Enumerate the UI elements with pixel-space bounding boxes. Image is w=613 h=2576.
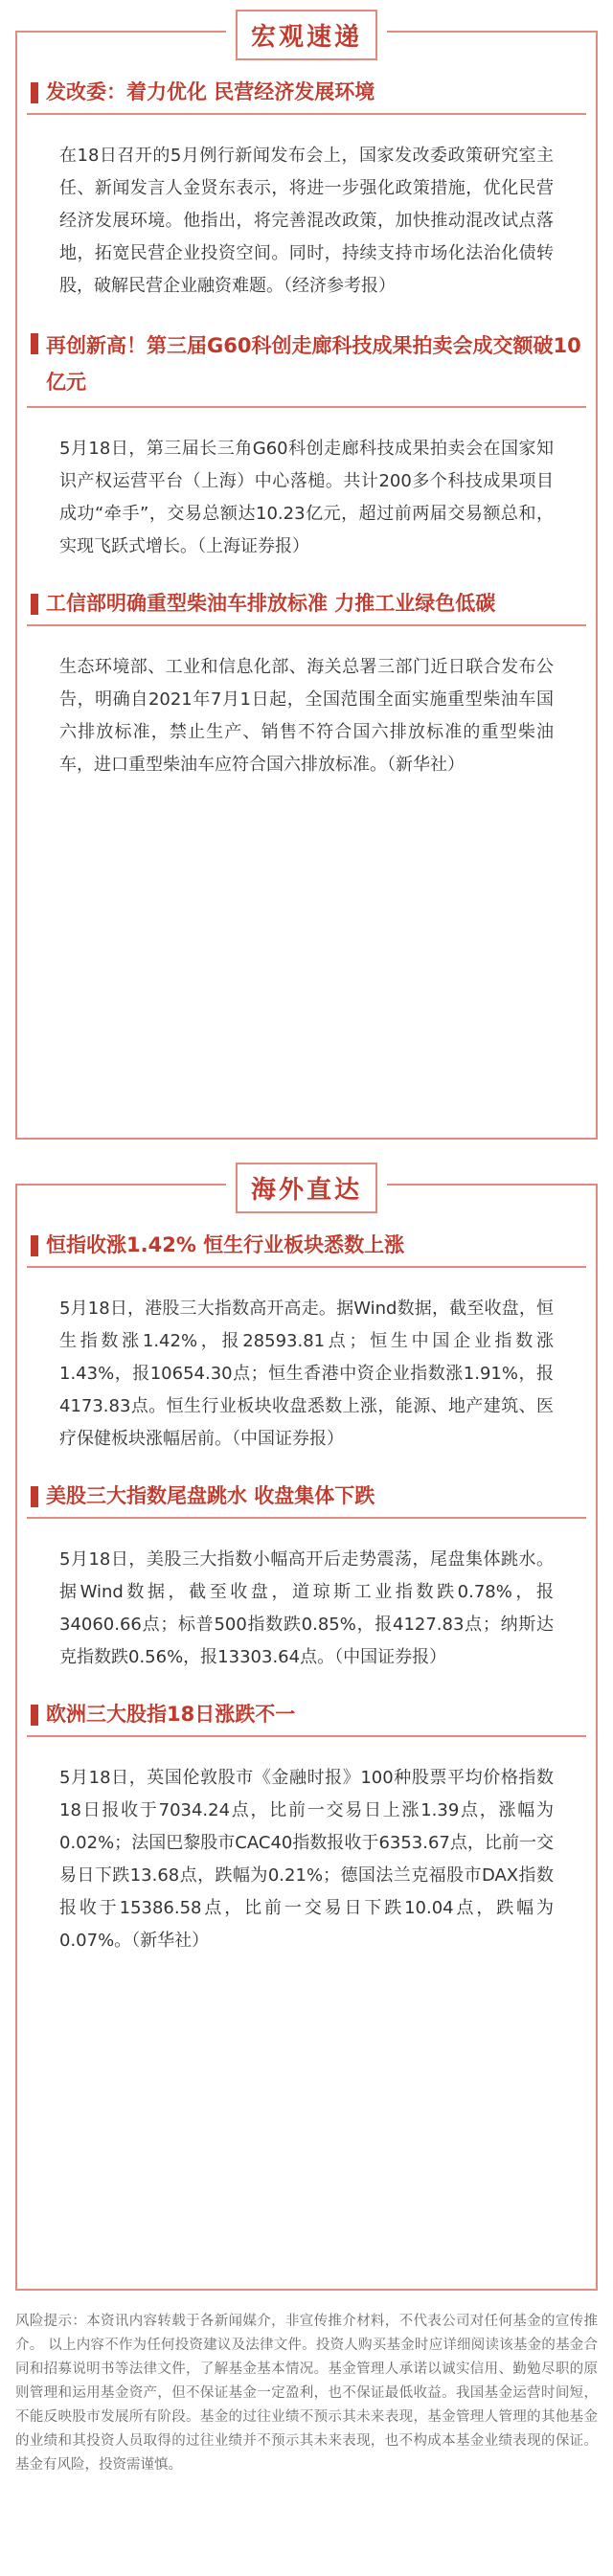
- article-body: 5月18日，英国伦敦股市《金融时报》100种股票平均价格指数18日报收于7034.24点，比前一交易日上涨1.39点，涨幅为0.02%；法国巴黎股市CAC40指数报收于6353.67点，比前一交易日下跌13.68点，跌幅为0.21%；德国法兰克福股市DAX指数报收于15386.58点，比前一交易日下跌10.04点，跌幅为0.07%。（新华社）: [59, 1768, 554, 1951]
- macro-section: [15, 23, 598, 1140]
- section-title: 海外直达: [236, 1163, 377, 1213]
- article-headline[interactable]: 美股三大指数尾盘跳水 收盘集体下跌: [27, 1475, 586, 1519]
- page: [0, 23, 613, 2487]
- article-headline[interactable]: 欧洲三大股指18日涨跌不一: [27, 1693, 586, 1737]
- article-body: 5月18日，美股三大指数小幅高开后走势震荡，尾盘集体跳水。据Wind数据，截至收盘，道琼斯工业指数跌0.78%，报34060.66点；标普500指数跌0.85%，报4127.83点；纳斯达克指数跌0.56%，报13303.64点。（中国证券报）: [59, 1549, 554, 1667]
- article-headline[interactable]: 工信部明确重型柴油车排放标准 力推工业绿色低碳: [27, 582, 586, 626]
- article-body: 5月18日，港股三大指数高开高走。据Wind数据，截至收盘，恒生指数涨1.42%，报28593.81点；恒生中国企业指数涨1.43%，报10654.30点；恒生香港中资企业指数涨1.91%，报4173.83点。恒生行业板块收盘悉数上涨，能源、地产建筑、医疗保健板块涨幅居前。（中国证券报）: [59, 1299, 554, 1449]
- article-body: 生态环境部、工业和信息化部、海关总署三部门近日联合发布公告，明确自2021年7月1日起，全国范围全面实施重型柴油车国六排放标准，禁止生产、销售不符合国六排放标准的重型柴油车，进口重型柴油车应符合国六排放标准。（新华社）: [59, 657, 554, 775]
- overseas-section: [15, 1176, 598, 2291]
- article-headline[interactable]: 发改委：着力优化 民营经济发展环境: [27, 71, 586, 115]
- section-title: 宏观速递: [236, 10, 377, 60]
- article-headline[interactable]: 恒指收涨1.42% 恒生行业板块悉数上涨: [27, 1224, 586, 1268]
- article-body: 在18日召开的5月例行新闻发布会上，国家发改委政策研究室主任、新闻发言人金贤东表示，将进一步强化政策措施，优化民营经济发展环境。他指出，将完善混改政策，加快推动混改试点落地，拓宽民营企业投资空间。同时，持续支持市场化法治化债转股，破解民营企业融资难题。（经济参考报）: [59, 146, 554, 296]
- article-body: 5月18日，第三届长三角G60科创走廊科技成果拍卖会在国家知识产权运营平台（上海）中心落槌。共计200多个科技成果项目成功“牵手”，交易总额达10.23亿元，超过前两届交易额总和，实现飞跃式增长。（上海证券报）: [59, 439, 554, 556]
- article-headline[interactable]: 再创新高！第三届G60科创走廊科技成果拍卖会成交额破10亿元: [27, 322, 586, 408]
- risk-notice: 风险提示：本资讯内容转载于各新闻媒介，非宣传推介材料，不代表公司对任何基金的宣传推介。 以上内容不作为任何投资建议及法律文件。投资人购买基金时应详细阅读该基金的基金合同和招募说明书等法律文件，了解基金基本情况。基金管理人承诺以诚实信用、勤勉尽职的原则管理和运用基金资产，但不保证基金一定盈利，也不保证最低收益。我国基金运营时间短，不能反映股市发展所有阶段。基金的过往业绩不预示其未来表现，基金管理人管理的其他基金的业绩和其投资人员取得的过往业绩并不预示其未来表现，也不构成本基金业绩表现的保证。基金有风险，投资需谨慎。: [15, 2314, 598, 2473]
